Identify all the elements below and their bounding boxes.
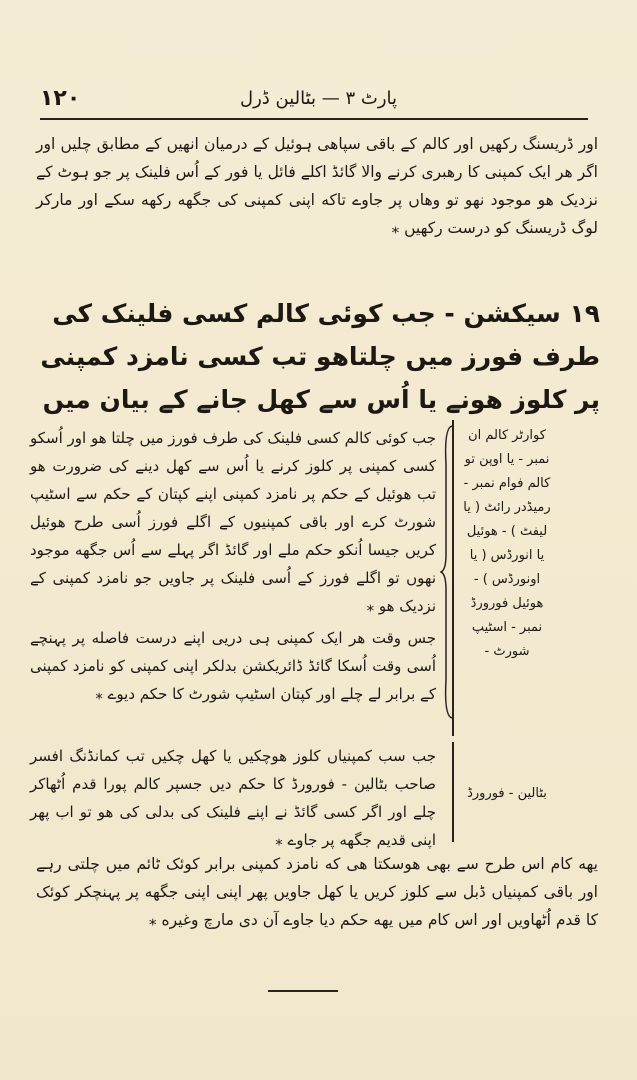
- running-title: پارٹ ۳ — بٹالین ڈرل: [239, 88, 398, 109]
- page-number: ۱۲۰: [40, 86, 81, 111]
- final-paragraph: یهه کام اس طرح سے بهی هوسکتا هی که نامزد کمپنی برابر کوئک ٹائم میں چلتی رہے اور باقی کمپنیاں ڈبل سے کلوز کریں یا کهل جاویں پهر اپنی اپنی جگهه پر پہنچکر کوئک کا قدم اُٹهاویں اور اس کام میں یهه حکم دیا جاوے آن دی مارچ وغیره ⁎: [36, 855, 598, 929]
- side-note-2: بٹالین - فورورڈ: [467, 786, 547, 801]
- section-heading: ۱۹ سیکشن - جب کوئی کالم کسی فلینک کی طرف فورز میں چلتاهو تب کسی نامزد کمپنی پر کلوز هونے یا اُس سے کهل جانے کے بیان میں: [40, 299, 600, 414]
- paragraph-2: جس وقت هر ایک کمپنی ہی دریی اپنے درست فاصله پر پہنچے اُسی وقت اُسکا گائڈ ڈائریکشن بدلکر اپنی کمپنی کو نامزد کمپنی کے برابر لے چلے اور کپتان اسٹیپ شورٹ کا حکم دیوے ⁎: [30, 629, 436, 703]
- intro-paragraph: اور ڈریسنگ رکھیں اور کالم کے باقی سپاهی ہوئیل کے درمیان انھیں کے مطابق چلیں اور اگر هر ایک کمپنی کا رهبری کرنے والا گائڈ اکلے فائل یا فور کے اُس فلینک پر جو ہوٹ کے نزدیک هو موجود نهو تو وهاں پر جاوے تاکه اپنی کمپنی کی جگهه رکهه سکے اور مارکر لوگ ڈریسنگ کو درست رکهیں ⁎: [36, 135, 598, 237]
- side-note-1: کوارٹر کالم ان نمبر - یا اوپن تو کالم فوام نمبر - رمیڈدر رائٹ ( یا لیفٹ ) - هوئیل یا انورڈس ( یا اونورڈس ) - هوئیل فورورڈ نمبر - اسٹیپ شورٹ -: [463, 428, 551, 659]
- paragraph-1: جب کوئی کالم کسی فلینک کی طرف فورز میں چلتا هو اور اُسکو کسی کمپنی پر کلوز کرنے یا اُس سے کهل دینے کی ضرورت هو تب هوئیل کے حکم پر نامزد کمپنی اپنے کپتان کے حکم سے اسٹیپ شورٹ کرے اور باقی کمپنیوں کے اگلے فورز اُسی طرح هوئیل کریں جیسا اُنکو حکم ملے اور گائڈ اگر پہلے سے اُس جگهه موجود نهوں تو اگلے فورز کے اُسی فلینک پر جاویں جو نامزد کمپنی کے نزدیک هو ⁎: [30, 429, 436, 615]
- header-rule: [40, 118, 588, 120]
- end-rule: [268, 990, 338, 992]
- brace-1-icon: [440, 424, 454, 720]
- paragraph-3: جب سب کمپنیاں کلوز هوچکیں یا کهل چکیں تب کمانڈنگ افسر صاحب بٹالین - فورورڈ کا حکم دیں جسپر کالم پورا قدم اُٹھاکر چلے اور اگر کسی گائڈ نے اپنے فلینک کی بدلی کی هو تو اب پهر اپنی قدیم جگهه پر جاوے ⁎: [30, 747, 436, 849]
- page-header: [40, 86, 597, 120]
- margin-rule-2: [452, 742, 454, 842]
